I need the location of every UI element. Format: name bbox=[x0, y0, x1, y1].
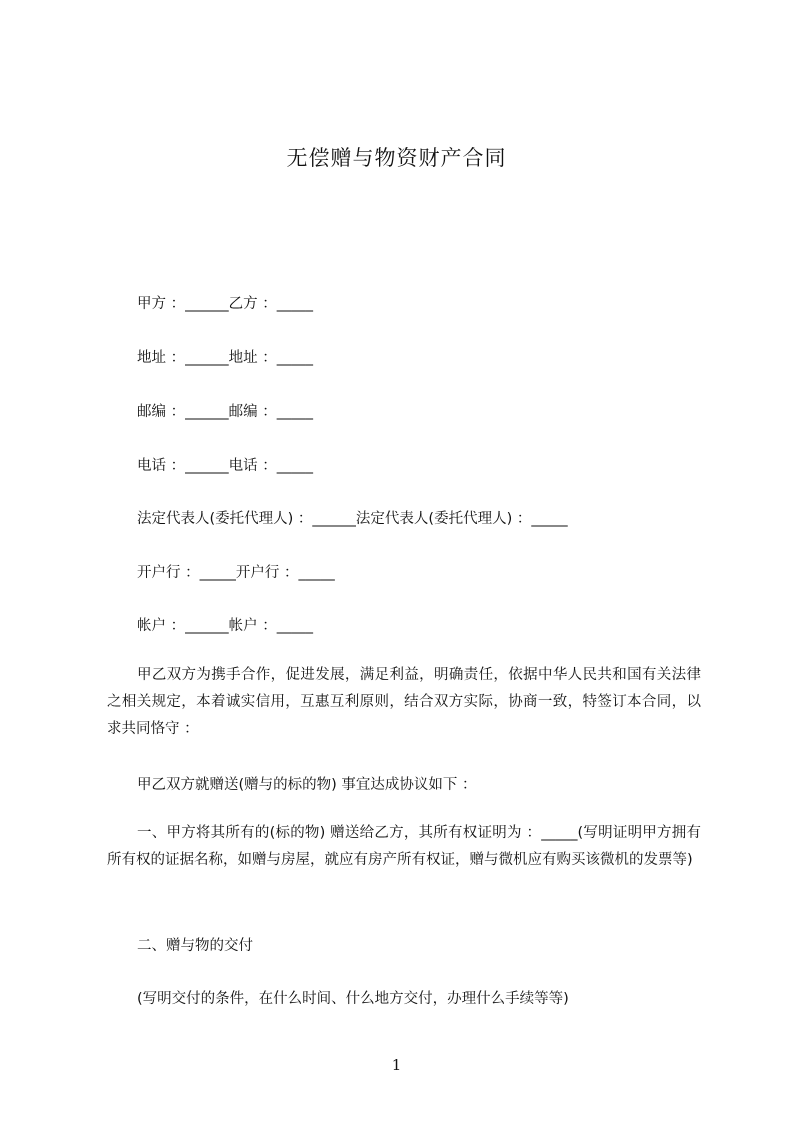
clause-2-note: (写明交付的条件，在什么时间、什么地方交付，办理什么手续等等) bbox=[137, 991, 569, 1007]
party-field-legal-representative: 法定代表人(委托代理人) ：______法定代表人(委托代理人) ：_____ bbox=[137, 511, 568, 527]
page-number: 1 bbox=[391, 1056, 402, 1074]
party-field-bank: 开户行 ：_____开户行 ：_____ bbox=[137, 565, 335, 581]
party-field-account: 帐户 ：______帐户 ：_____ bbox=[137, 618, 313, 634]
agreement-intro: 甲乙双方就赠送(赠与的标的物) 事宜达成协议如下 ： bbox=[137, 777, 477, 793]
clause-2-heading: 二、赠与物的交付 bbox=[137, 938, 253, 954]
preamble-paragraph: 甲乙双方为携手合作，促进发展，满足利益，明确责任，依据中华人民共和国有关法律之相关规定，本着诚实信用，互惠互利原则，结合双方实际，协商一致，特签订本合同，以求共同恪守 ： bbox=[107, 667, 701, 737]
clause-1-paragraph: 一、甲方将其所有的(标的物) 赠送给乙方，其所有权证明为 ：_____(写明证明甲方拥有所有权的证据名称，如赠与房屋，就应有房产所有权证，赠与微机应有购买该微机的发票等) bbox=[107, 825, 701, 868]
party-field-phone: 电话 ：______电话 ：_____ bbox=[137, 458, 313, 474]
document-title: 无偿赠与物资财产合同 bbox=[286, 146, 507, 170]
party-field-party: 甲方 ：______乙方 ：_____ bbox=[137, 296, 313, 312]
party-field-postcode: 邮编 ：______邮编 ：_____ bbox=[137, 404, 313, 420]
party-field-address: 地址 ：______地址 ：_____ bbox=[137, 350, 313, 366]
